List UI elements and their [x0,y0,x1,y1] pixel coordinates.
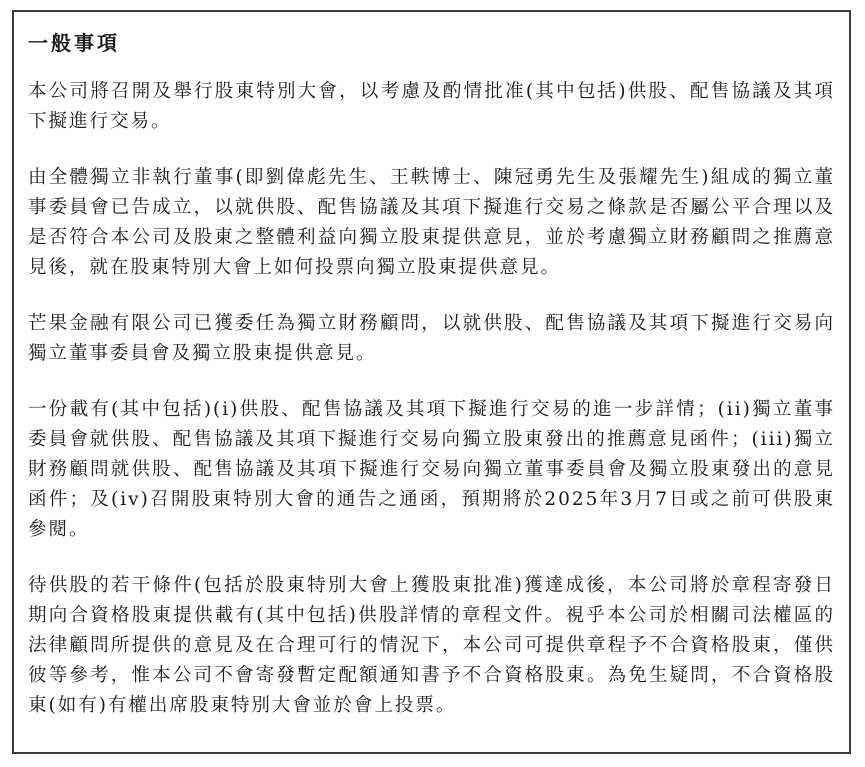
paragraph-financial-adviser: 芒果金融有限公司已獲委任為獨立財務顧問，以就供股、配售協議及其項下擬進行交易向獨立董事委員會及獨立股東提供意見。 [28,313,835,364]
paragraph-prospectus: 待供股的若干條件(包括於股東特別大會上獲股東批准)獲達成後，本公司將於章程寄發日期向合資格股東提供載有(其中包括)供股詳情的章程文件。視乎本公司於相關司法權區的法律顧問所提供的意見及在合理可行的情況下，本公司可提供章程予不合資格股東，僅供彼等參考，惟本公司不會寄發暫定配額通知書予不合資格股東。為免生疑問，不合資格股東(如有)有權出席股東特別大會並於會上投票。 [28,575,835,716]
paragraph-independent-board-committee: 由全體獨立非執行董事(即劉偉彪先生、王軼博士、陳冠勇先生及張耀先生)組成的獨立董事委員會已告成立，以就供股、配售協議及其項下擬進行交易之條款是否屬公平合理以及是否符合本公司及股東之整體利益向獨立股東提供意見，並於考慮獨立財務顧問之推薦意見後，就在股東特別大會上如何投票向獨立股東提供意見。 [28,167,835,278]
section-title: 一般事項 [28,31,120,55]
paragraph-circular: 一份載有(其中包括)(i)供股、配售協議及其項下擬進行交易的進一步詳情；(ii)獨立董事委員會就供股、配售協議及其項下擬進行交易向獨立股東發出的推薦意見函件；(iii)獨立財務顧問就供股、配售協議及其項下擬進行交易向獨立董事委員會及獨立股東發出的意見函件；及(iv)召開股東特別大會的通告之通函，預期將於2025年3月7日或之前可供股東參閱。 [28,399,835,540]
paragraph-egm: 本公司將召開及舉行股東特別大會，以考慮及酌情批准(其中包括)供股、配售協議及其項下擬進行交易。 [28,81,835,132]
document-section-frame [12,10,851,754]
